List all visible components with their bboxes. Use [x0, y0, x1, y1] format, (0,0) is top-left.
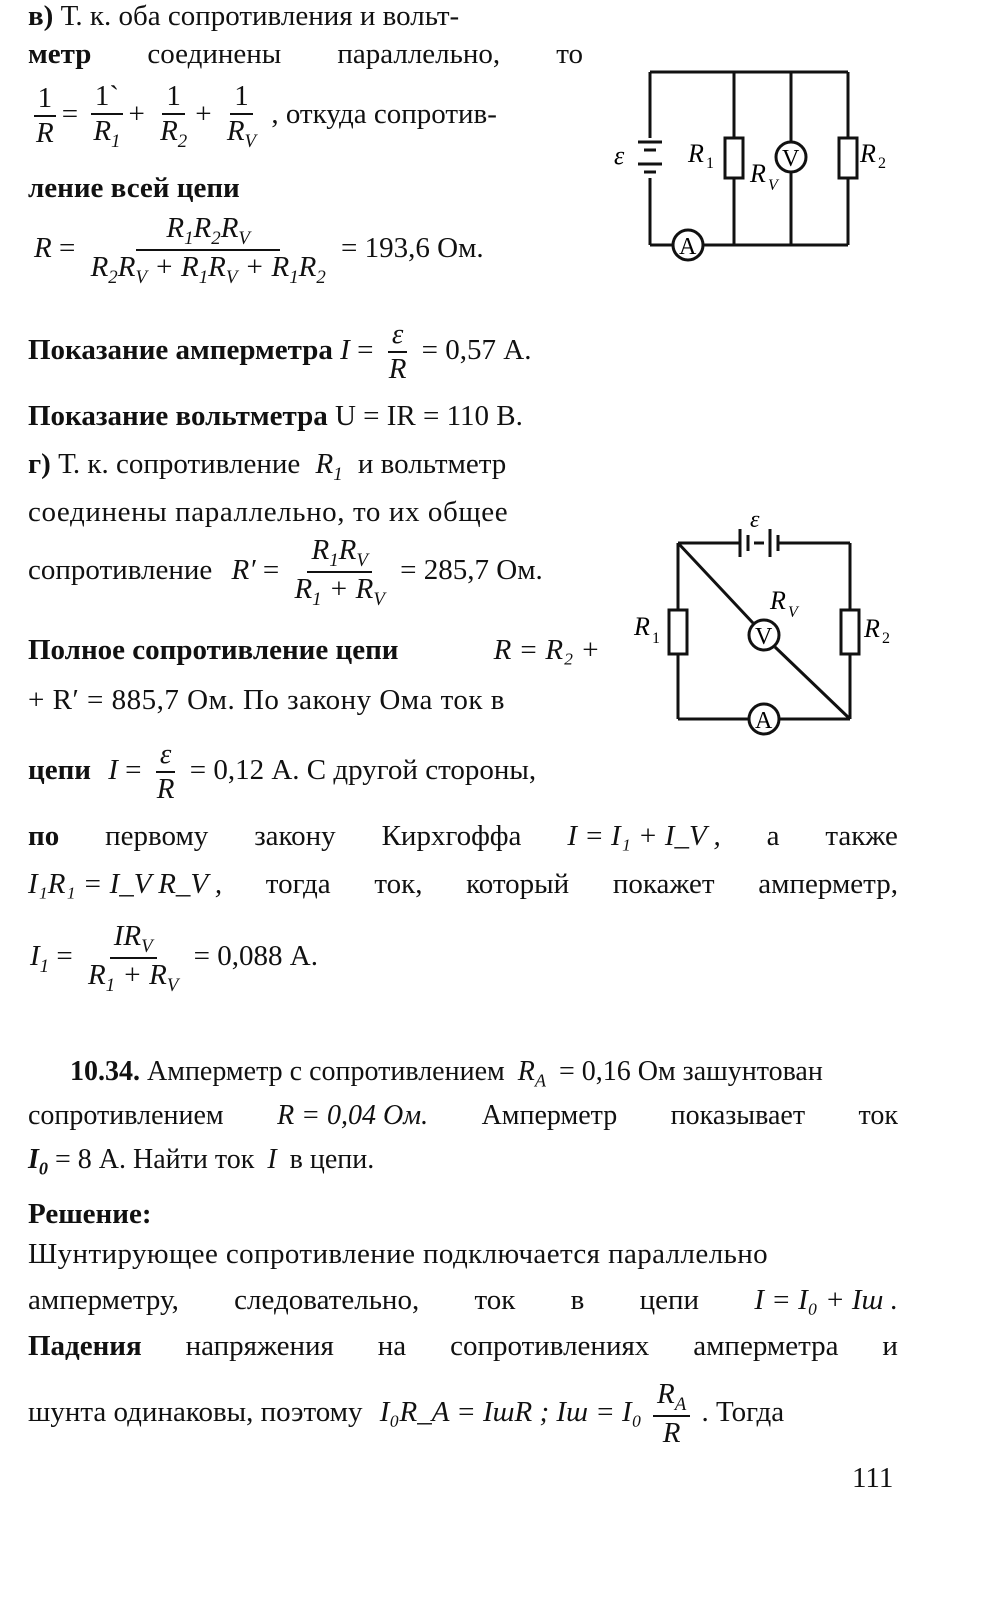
word-to: то: [556, 38, 583, 70]
word-soed: соединены: [147, 38, 282, 70]
s2f: I = I₀ + Iш .: [754, 1284, 898, 1316]
problem-text3-tail: в цепи.: [289, 1144, 375, 1175]
part-g-line8: [28, 868, 898, 901]
frac-1-R: $\frac{1}{R}$: [32, 82, 58, 151]
part-g-text4b: R = R₂ +: [493, 634, 600, 666]
s2a: амперметру,: [28, 1284, 179, 1316]
problem-text1-tail: = 0,16 Ом зашунтован: [558, 1056, 823, 1087]
part-g-line1: г) Т. к. сопротивление $R_1$ и вольтметр: [28, 448, 507, 485]
frac-eps-R-2: $\frac{\varepsilon}{R}$: [156, 738, 175, 806]
formula-R-total: R = $\frac{R_1R_2R_V}{R_2R_V + R_1R_V + R_1R_2}$ = 193,6 Ом.: [34, 212, 484, 289]
part-g-text1: Т. к. сопротивление: [58, 448, 301, 480]
d1-voltmeter-symbol: V: [782, 146, 800, 172]
w7d: Кирхгоффа: [381, 820, 522, 852]
part-g-text3: сопротивление: [28, 554, 213, 587]
ammeter-reading-line: Показание амперметра I = $\frac{\varepsilon}{R}$ = 0,57 А.: [28, 318, 532, 386]
p2d: показывает: [670, 1100, 806, 1131]
problem-text3: = 8 А. Найти ток: [55, 1144, 255, 1175]
part-g-line4: [28, 634, 600, 667]
s2d: в: [570, 1284, 585, 1316]
circuit-diagram-1: [608, 60, 908, 270]
part-v-line2: [28, 38, 583, 71]
voltmeter-formula: U = IR = 110 В.: [334, 400, 523, 432]
voltmeter-reading-line: [28, 400, 523, 433]
part-v-text1: Т. к. оба сопротивления и вольт-: [60, 0, 460, 32]
s2e: цепи: [639, 1284, 700, 1316]
frac-I1: $\frac{IR_V}{R_1 + R_V}$: [87, 920, 179, 997]
w7e: I = I₁ + I_V ,: [567, 820, 721, 852]
s3e: амперметра: [693, 1330, 839, 1362]
w8f: амперметр,: [758, 868, 898, 900]
problem-line3: $I_0 = 8$ А. Найти ток I в цепи.: [28, 1144, 375, 1179]
ammeter-result: = 0,57 А.: [421, 334, 532, 366]
s3f: и: [882, 1330, 898, 1362]
d2-voltmeter-symbol: V: [755, 624, 773, 650]
w8a: I₁R₁ = I_V R_V ,: [28, 868, 223, 900]
d1-rv-sub: V: [768, 177, 778, 194]
result-I1: = 0,088 А.: [193, 940, 318, 973]
result-R: = 193,6 Ом.: [341, 232, 484, 265]
w8b: тогда: [265, 868, 331, 900]
p2a: сопротивлением: [28, 1100, 224, 1131]
solution-line1: Шунтирующее сопротивление подключается параллельно: [28, 1238, 769, 1270]
p2b: R = 0,04 Ом.: [277, 1100, 429, 1131]
word-metr: метр: [28, 38, 92, 70]
d2-emf-label: ε: [750, 507, 760, 533]
solution-heading: Решение:: [28, 1198, 152, 1230]
page-number: 111: [852, 1462, 894, 1494]
d2-rv-sub: V: [788, 604, 798, 621]
frac-R-prime: $\frac{R_1R_V}{R_1 + R_V}$: [294, 534, 385, 611]
s4c: . Тогда: [701, 1396, 785, 1429]
result-R-prime: = 285,7 Ом.: [400, 554, 543, 587]
w7g: также: [825, 820, 898, 852]
frac-1-R1: $\frac{1`}{R_1}$: [89, 80, 124, 153]
frac-1-R2: $\frac{1}{R_2}$: [160, 80, 188, 153]
problem-number: 10.34.: [70, 1056, 140, 1087]
part-v-label: в): [28, 0, 54, 32]
w8c: ток,: [374, 868, 423, 900]
formula-parallel-sum: $\frac{1}{R}$ = $\frac{1`}{R_1}$ + $\frac{1}{R_2}$ + $\frac{1}{R_V}$ , откуда сопротив-: [28, 80, 497, 153]
frac-eps-R: $\frac{\varepsilon}{R}$: [388, 318, 407, 386]
solution-line3: [28, 1330, 898, 1363]
d1-r2-sub: 2: [878, 155, 886, 172]
w8e: покажет: [612, 868, 715, 900]
voltmeter-text: Показание вольтметра: [28, 400, 328, 432]
s4a: шунта одинаковы, поэтому: [28, 1396, 363, 1429]
p2e: ток: [858, 1100, 898, 1131]
part-g-line7: [28, 820, 898, 853]
s3b: напряжения: [185, 1330, 334, 1362]
part-g-text6b: = 0,12 А. С другой стороны,: [189, 754, 537, 786]
part-g-line6: цепи I = $\frac{\varepsilon}{R}$ = 0,12 А. С другой стороны,: [28, 738, 537, 806]
s3d: сопротивлениях: [450, 1330, 650, 1362]
part-v-line4: ление всей цепи: [28, 172, 240, 204]
frac-RA-R: $\frac{R_A}{R}$: [653, 1378, 690, 1451]
s2b: следовательно,: [234, 1284, 420, 1316]
s2c: ток: [474, 1284, 516, 1316]
problem-line2: [28, 1100, 898, 1132]
s4b: I₀R_A = IшR ; Iш = I₀: [379, 1396, 642, 1429]
w7c: закону: [254, 820, 336, 852]
d1-emf-label: ε: [614, 141, 625, 170]
part-v-line1: [28, 0, 459, 33]
s3a: Падения: [28, 1330, 142, 1362]
word-parallel: параллельно,: [337, 38, 501, 70]
d2-r2-label: R: [864, 614, 880, 643]
part-g-text6a: цепи: [28, 754, 91, 786]
d1-ammeter-symbol: A: [679, 234, 697, 260]
part-v-text3: , откуда сопротив-: [271, 98, 497, 131]
solution-line4: [28, 1378, 784, 1451]
d2-rv-label: R: [770, 586, 786, 615]
w8d: который: [466, 868, 570, 900]
circuit-diagram-2: [630, 505, 910, 745]
d1-rv-label: R: [750, 159, 766, 188]
solution-line2: [28, 1284, 898, 1317]
frac-R-total: $\frac{R_1R_2R_V}{R_2R_V + R_1R_V + R_1R_2}$: [90, 212, 326, 289]
s3c: на: [377, 1330, 407, 1362]
d2-r1-label: R: [634, 612, 650, 641]
ammeter-text: Показание амперметра: [28, 334, 333, 366]
d1-r1-label: R: [688, 139, 704, 168]
w7b: первому: [105, 820, 209, 852]
problem-line1: 10.34. Амперметр с сопротивлением $R_A = 0,16$ Ом зашунтован: [70, 1056, 823, 1091]
part-g-text1-tail: и вольтметр: [357, 448, 507, 480]
d1-r1-sub: 1: [706, 155, 714, 172]
w7f: а: [766, 820, 780, 852]
formula-R-prime: сопротивление R′ = $\frac{R_1R_V}{R_1 + R_V}$ = 285,7 Ом.: [28, 534, 543, 611]
frac-1-RV: $\frac{1}{R_V}$: [226, 80, 257, 153]
problem-text1: Амперметр с сопротивлением: [147, 1056, 505, 1087]
part-g-text4a: Полное сопротивление цепи: [28, 634, 399, 666]
d2-ammeter-symbol: A: [755, 708, 773, 734]
formula-I1: $I_1$ = $\frac{IR_V}{R_1 + R_V}$ = 0,088 А.: [30, 920, 318, 997]
d2-r1-sub: 1: [652, 630, 660, 647]
part-g-line5: + R′ = 885,7 Ом. По закону Ома ток в: [28, 684, 505, 716]
p2c: Амперметр: [481, 1100, 618, 1131]
part-g-label: г): [28, 448, 51, 480]
w7a: по: [28, 820, 60, 852]
d1-r2-label: R: [860, 139, 876, 168]
part-g-line2: соединены параллельно, то их общее: [28, 496, 509, 528]
d2-r2-sub: 2: [882, 630, 890, 647]
